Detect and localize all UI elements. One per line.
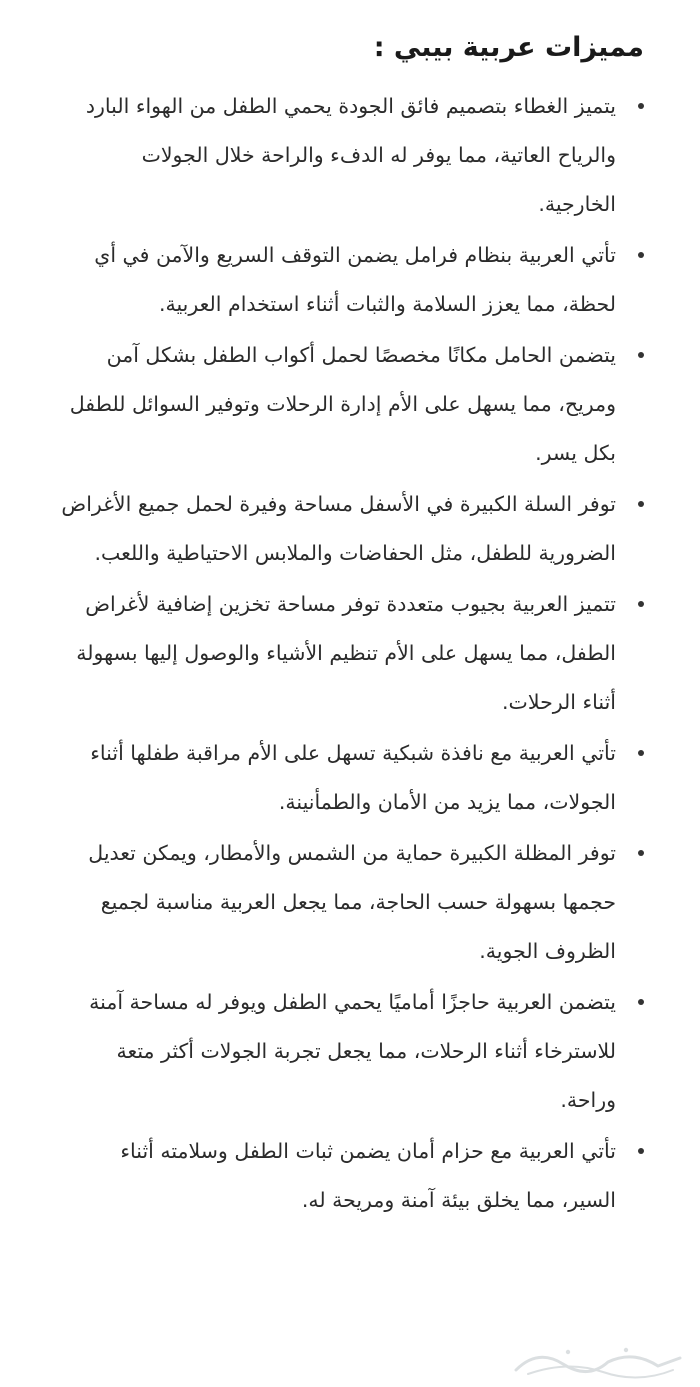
- list-item: [60, 82, 644, 229]
- feature-text: توفر السلة الكبيرة في الأسفل مساحة وفيرة لحمل جميع الأغراض الضرورية للطفل، مثل الحفاضات والملابس الاحتياطية واللعب.: [61, 492, 616, 565]
- list-item: [60, 231, 644, 329]
- list-item: [60, 480, 644, 578]
- page-title: مميزات عربية بيبي :: [373, 32, 644, 63]
- bullet-icon: [638, 850, 644, 856]
- list-item: [60, 1127, 644, 1225]
- feature-text: يتميز الغطاء بتصميم فائق الجودة يحمي الطفل من الهواء البارد والرياح العاتية، مما يوفر له الدفء والراحة خلال الجولات الخارجية.: [85, 94, 616, 216]
- feature-text: تتميز العربية بجيوب متعددة توفر مساحة تخزين إضافية لأغراض الطفل، مما يسهل على الأم تنظيم الأشياء والوصول إليها بسهولة أثناء الرحلات.: [76, 592, 616, 714]
- bullet-icon: [638, 352, 644, 358]
- list-item: [60, 829, 644, 976]
- list-item: [60, 331, 644, 478]
- list-item: [60, 580, 644, 727]
- list-item: [60, 729, 644, 827]
- bullet-icon: [638, 501, 644, 507]
- feature-text: تأتي العربية مع حزام أمان يضمن ثبات الطفل وسلامته أثناء السير، مما يخلق بيئة آمنة ومريحة له.: [120, 1139, 616, 1212]
- bullet-icon: [638, 750, 644, 756]
- feature-text: توفر المظلة الكبيرة حماية من الشمس والأمطار، ويمكن تعديل حجمها بسهولة حسب الحاجة، مما يجعل العربية مناسبة لجميع الظروف الجوية.: [88, 841, 616, 963]
- bullet-icon: [638, 1148, 644, 1154]
- haraj-logo-watermark-icon: [508, 1340, 688, 1380]
- feature-text: يتضمن الحامل مكانًا مخصصًا لحمل أكواب الطفل بشكل آمن ومريح، مما يسهل على الأم إدارة الرحلات وتوفير السوائل للطفل بكل يسر.: [69, 343, 616, 465]
- feature-text: تأتي العربية بنظام فرامل يضمن التوقف السريع والآمن في أي لحظة، مما يعزز السلامة والثبات أثناء استخدام العربية.: [94, 243, 616, 316]
- bullet-icon: [638, 999, 644, 1005]
- bullet-icon: [638, 103, 644, 109]
- feature-text: يتضمن العربية حاجزًا أماميًا يحمي الطفل ويوفر له مساحة آمنة للاسترخاء أثناء الرحلات، مما يجعل تجربة الجولات أكثر متعة وراحة.: [89, 990, 616, 1112]
- feature-text: تأتي العربية مع نافذة شبكية تسهل على الأم مراقبة طفلها أثناء الجولات، مما يزيد من الأمان والطمأنينة.: [90, 741, 616, 814]
- bullet-icon: [638, 601, 644, 607]
- list-item: [60, 978, 644, 1125]
- bullet-icon: [638, 252, 644, 258]
- feature-list: [60, 82, 644, 1225]
